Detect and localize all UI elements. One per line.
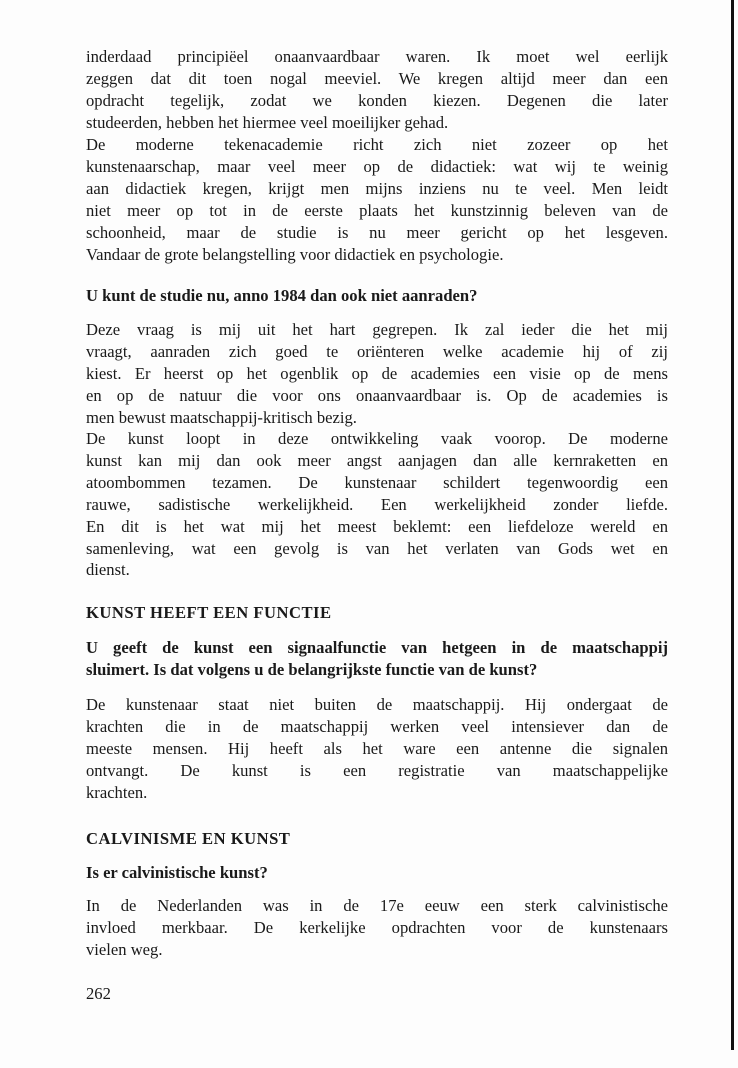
text-line: De kunstenaar staat niet buiten de maatschappij. Hij ondergaat de	[86, 695, 668, 714]
question-text: U kunt de studie nu, anno 1984 dan ook niet aanraden?	[86, 286, 478, 305]
text-line: sluimert. Is dat volgens u de belangrijkste functie van de kunst?	[86, 659, 538, 679]
page-number: 262	[86, 984, 111, 1003]
text-line: atoombommen tezamen. De kunstenaar schildert tegenwoordig een	[86, 472, 668, 492]
text-line: niet meer op tot in de eerste plaats het kunstzinnig beleven van de	[86, 200, 668, 220]
question-3	[86, 862, 668, 884]
section-heading-kunst-functie	[86, 602, 668, 624]
heading-text: CALVINISME EN KUNST	[86, 829, 291, 848]
page-edge-line	[731, 0, 734, 1050]
text-line: schoonheid, maar de studie is nu meer gericht op het lesgeven.	[86, 222, 668, 242]
question-text: Is er calvinistische kunst?	[86, 863, 268, 882]
paragraph-6	[86, 895, 668, 961]
text-line: studeerden, hebben het hiermee veel moeilijker gehad.	[86, 112, 449, 132]
text-line: ontvangt. De kunst is een registratie van maatschappelijke	[86, 760, 668, 780]
text-line: kunstenaarschap, maar veel meer op de didactiek: wat wij te weinig	[86, 156, 668, 176]
question-1	[86, 285, 668, 307]
text-line: vraagt, aanraden zich goed te oriënteren welke academie hij of zij	[86, 341, 668, 361]
text-line: men bewust maatschappij-kritisch bezig.	[86, 407, 357, 427]
text-line: rauwe, sadistische werkelijkheid. Een werkelijkheid zonder liefde.	[86, 494, 668, 514]
text-line: opdracht tegelijk, zodat we konden kiezen. Degenen die later	[86, 90, 668, 110]
text-line: Vandaar de grote belangstelling voor didactiek en psychologie.	[86, 244, 504, 264]
text-line: invloed merkbaar. De kerkelijke opdrachten voor de kunstenaars	[86, 917, 668, 937]
text-line: En dit is het wat mij het meest beklemt: een liefdeloze wereld en	[86, 516, 668, 536]
text-line: dienst.	[86, 560, 130, 580]
text-line: en op de natuur die voor ons onaanvaardbaar is. Op de academies is	[86, 385, 668, 405]
text-line: vielen weg.	[86, 939, 163, 959]
text-line: De moderne tekenacademie richt zich niet zozeer op het	[86, 135, 668, 154]
question-2	[86, 637, 668, 681]
text-line: kiest. Er heerst op het ogenblik op de academies een visie op de mens	[86, 363, 668, 383]
text-line: Deze vraag is mij uit het hart gegrepen. Ik zal ieder die het mij	[86, 320, 668, 339]
paragraph-3	[86, 319, 668, 429]
text-line: inderdaad principiëel onaanvaardbaar waren. Ik moet wel eerlijk	[86, 47, 668, 66]
text-line: aan didactiek kregen, krijgt men mijns inziens nu te veel. Men leidt	[86, 178, 668, 198]
text-line: zeggen dat dit toen nogal meeviel. We kregen altijd meer dan een	[86, 68, 668, 88]
text-line: samenleving, wat een gevolg is van het verlaten van Gods wet en	[86, 538, 668, 558]
text-line: kunst kan mij dan ook meer angst aanjagen dan alle kernraketten en	[86, 450, 668, 470]
paragraph-1	[86, 46, 668, 134]
text-line: De kunst loopt in deze ontwikkeling vaak voorop. De moderne	[86, 429, 668, 448]
paragraph-4	[86, 428, 668, 581]
paragraph-2	[86, 134, 668, 265]
section-heading-calvinisme	[86, 828, 668, 850]
text-line: krachten die in de maatschappij werken veel intensiever dan de	[86, 716, 668, 736]
text-line: In de Nederlanden was in de 17e eeuw een sterk calvinistische	[86, 896, 668, 915]
text-line: meeste mensen. Hij heeft als het ware een antenne die signalen	[86, 738, 668, 758]
text-line: U geeft de kunst een signaalfunctie van hetgeen in de maatschappij	[86, 638, 668, 657]
paragraph-5	[86, 694, 668, 804]
heading-text: KUNST HEEFT EEN FUNCTIE	[86, 603, 332, 622]
text-line: krachten.	[86, 782, 148, 802]
